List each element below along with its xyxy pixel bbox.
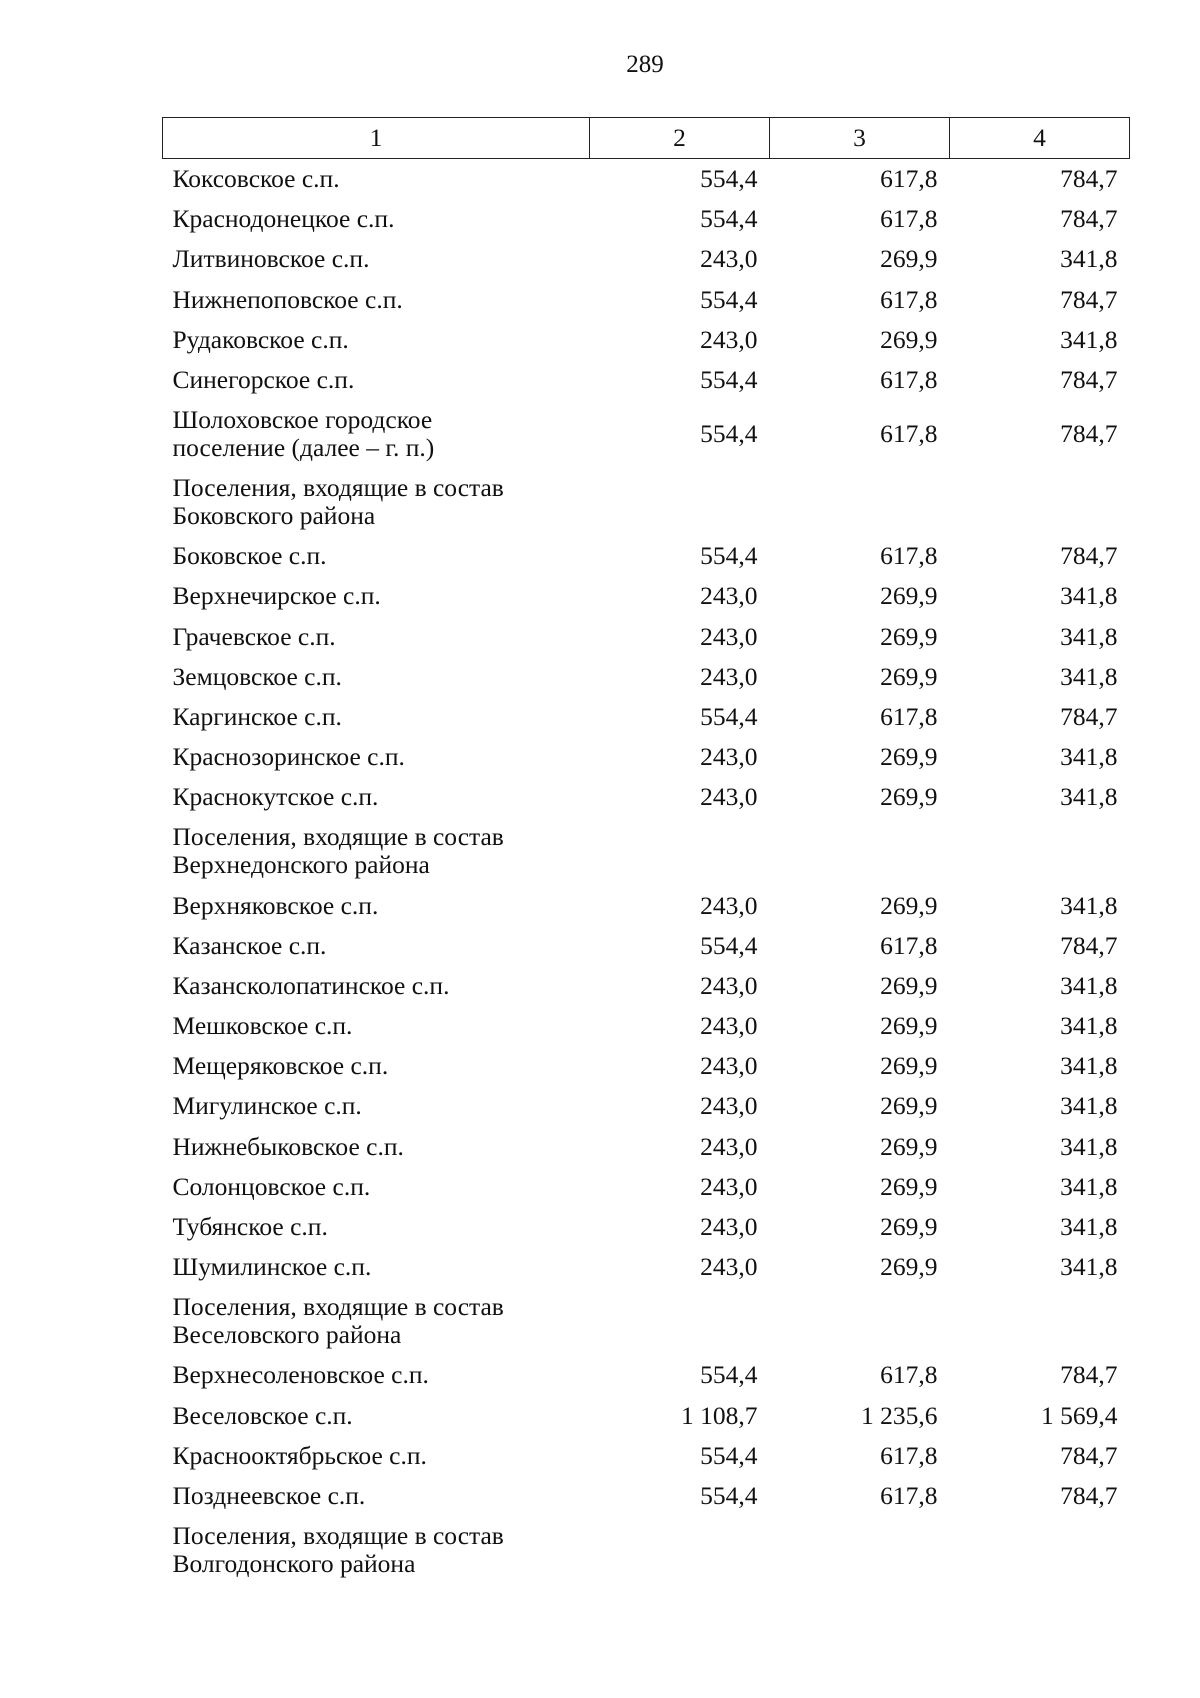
settlement-name-cell bbox=[163, 1287, 590, 1355]
value-cell-col-3: 269,9 bbox=[880, 742, 938, 772]
table-row bbox=[163, 1476, 1130, 1516]
value-cell-col-4: 784,7 bbox=[1060, 164, 1118, 194]
settlement-name-cell: Краснозоринское с.п. bbox=[172, 742, 405, 772]
value-cell-col-3: 617,8 bbox=[880, 284, 938, 314]
settlement-name-cell: Мигулинское с.п. bbox=[172, 1091, 362, 1121]
value-cell-col-4 bbox=[950, 1287, 1130, 1355]
value-cell-col-2: 554,4 bbox=[700, 1480, 758, 1510]
value-cell-col-4: 341,8 bbox=[1060, 1131, 1118, 1161]
table-row bbox=[163, 400, 1130, 468]
table-row bbox=[163, 536, 1130, 576]
value-cell-col-3: 617,8 bbox=[880, 419, 938, 449]
value-cell-col-4: 784,7 bbox=[1060, 204, 1118, 234]
value-cell-col-2: 554,4 bbox=[700, 204, 758, 234]
value-cell-col-3: 269,9 bbox=[880, 1252, 938, 1282]
tariff-table-container bbox=[162, 117, 1129, 1584]
table-row bbox=[163, 926, 1130, 966]
value-cell-col-4: 341,8 bbox=[1060, 1091, 1118, 1121]
settlement-name-cell: Краснокутское с.п. bbox=[172, 782, 379, 812]
settlement-name-cell: Солонцовское с.п. bbox=[172, 1171, 371, 1201]
value-cell-col-4: 784,7 bbox=[1060, 701, 1118, 731]
table-row bbox=[163, 657, 1130, 697]
table-row bbox=[163, 697, 1130, 737]
settlement-name-cell: Шумилинское с.п. bbox=[172, 1252, 372, 1282]
table-row bbox=[163, 576, 1130, 616]
table-row bbox=[163, 320, 1130, 360]
settlement-name-line: Веселовского района bbox=[172, 1320, 402, 1350]
settlement-name-line: Волгодонского района bbox=[172, 1549, 416, 1579]
value-cell-col-2: 243,0 bbox=[700, 1212, 758, 1242]
value-cell-col-2: 243,0 bbox=[700, 970, 758, 1000]
table-row bbox=[163, 966, 1130, 1006]
value-cell-col-3: 269,9 bbox=[880, 890, 938, 920]
table-row bbox=[163, 617, 1130, 657]
settlement-name-cell: Казансколопатинское с.п. bbox=[172, 970, 450, 1000]
value-cell-col-2: 243,0 bbox=[700, 1091, 758, 1121]
value-cell-col-2 bbox=[590, 1287, 770, 1355]
value-cell-col-2: 554,4 bbox=[700, 365, 758, 395]
value-cell-col-2: 554,4 bbox=[700, 701, 758, 731]
table-row bbox=[163, 1247, 1130, 1287]
value-cell-col-4 bbox=[950, 817, 1130, 885]
table-body bbox=[163, 159, 1130, 1585]
value-cell-col-3: 269,9 bbox=[880, 661, 938, 691]
settlement-name-cell: Коксовское с.п. bbox=[172, 164, 340, 194]
page-number: 289 bbox=[626, 51, 664, 78]
value-cell-col-4: 341,8 bbox=[1060, 581, 1118, 611]
value-cell-col-4: 341,8 bbox=[1060, 1051, 1118, 1081]
settlement-name-cell: Тубянское с.п. bbox=[172, 1212, 328, 1242]
table-row bbox=[163, 280, 1130, 320]
value-cell-col-2: 243,0 bbox=[700, 324, 758, 354]
settlement-name-cell: Верхнесоленовское с.п. bbox=[172, 1360, 429, 1390]
value-cell-col-2: 1 108,7 bbox=[681, 1400, 758, 1430]
value-cell-col-3: 617,8 bbox=[880, 701, 938, 731]
settlement-name-cell bbox=[163, 468, 590, 536]
value-cell-col-3: 269,9 bbox=[880, 621, 938, 651]
value-cell-col-3 bbox=[770, 817, 950, 885]
value-cell-col-3: 269,9 bbox=[880, 1011, 938, 1041]
settlement-name-cell: Каргинское с.п. bbox=[172, 701, 342, 731]
value-cell-col-4: 341,8 bbox=[1060, 1171, 1118, 1201]
value-cell-col-2: 554,4 bbox=[700, 1440, 758, 1470]
settlement-name-cell: Верхняковское с.п. bbox=[172, 890, 379, 920]
value-cell-col-4: 341,8 bbox=[1060, 970, 1118, 1000]
value-cell-col-2: 243,0 bbox=[700, 1131, 758, 1161]
value-cell-col-3: 617,8 bbox=[880, 365, 938, 395]
table-row bbox=[163, 1046, 1130, 1086]
value-cell-col-2: 243,0 bbox=[700, 1011, 758, 1041]
table-row bbox=[163, 1436, 1130, 1476]
value-cell-col-3 bbox=[770, 1516, 950, 1584]
table-row bbox=[163, 468, 1130, 536]
value-cell-col-2: 554,4 bbox=[700, 164, 758, 194]
header-row bbox=[163, 118, 1130, 159]
settlement-name-line: Боковского района bbox=[172, 501, 376, 531]
value-cell-col-3: 269,9 bbox=[880, 1212, 938, 1242]
value-cell-col-2 bbox=[590, 817, 770, 885]
table-row bbox=[163, 1355, 1130, 1395]
settlement-name-cell: Верхнечирское с.п. bbox=[172, 581, 381, 611]
value-cell-col-3: 269,9 bbox=[880, 970, 938, 1000]
value-cell-col-4: 341,8 bbox=[1060, 1212, 1118, 1242]
value-cell-col-4: 341,8 bbox=[1060, 324, 1118, 354]
settlement-name-cell: Позднеевское с.п. bbox=[172, 1480, 366, 1510]
settlement-name-cell: Синегорское с.п. bbox=[172, 365, 355, 395]
value-cell-col-3: 617,8 bbox=[880, 1360, 938, 1390]
value-cell-col-3: 617,8 bbox=[880, 204, 938, 234]
table-row bbox=[163, 1086, 1130, 1126]
settlement-name-cell: Нижнебыковское с.п. bbox=[172, 1131, 404, 1161]
settlement-name-cell bbox=[163, 1516, 590, 1584]
value-cell-col-3: 617,8 bbox=[880, 930, 938, 960]
tariff-table bbox=[162, 117, 1130, 1584]
table-row bbox=[163, 159, 1130, 200]
table-row bbox=[163, 777, 1130, 817]
value-cell-col-4: 784,7 bbox=[1060, 1440, 1118, 1470]
settlement-name-line: Шолоховское городское bbox=[172, 405, 433, 435]
value-cell-col-4: 784,7 bbox=[1060, 541, 1118, 571]
settlement-name-line: Поселения, входящие в состав bbox=[172, 1521, 504, 1551]
value-cell-col-4: 341,8 bbox=[1060, 661, 1118, 691]
value-cell-col-3: 617,8 bbox=[880, 1440, 938, 1470]
table-row bbox=[163, 199, 1130, 239]
table-row bbox=[163, 1127, 1130, 1167]
value-cell-col-4: 1 569,4 bbox=[1041, 1400, 1118, 1430]
value-cell-col-3: 269,9 bbox=[880, 782, 938, 812]
table-row bbox=[163, 1006, 1130, 1046]
value-cell-col-2: 243,0 bbox=[700, 581, 758, 611]
settlement-name-cell bbox=[163, 817, 590, 885]
value-cell-col-4: 784,7 bbox=[1060, 1480, 1118, 1510]
value-cell-col-4: 784,7 bbox=[1060, 930, 1118, 960]
value-cell-col-4: 341,8 bbox=[1060, 890, 1118, 920]
value-cell-col-3: 269,9 bbox=[880, 324, 938, 354]
value-cell-col-3: 269,9 bbox=[880, 581, 938, 611]
header-col-1: 1 bbox=[163, 118, 590, 159]
table-row bbox=[163, 885, 1130, 925]
value-cell-col-2 bbox=[590, 468, 770, 536]
value-cell-col-3: 269,9 bbox=[880, 244, 938, 274]
table-row bbox=[163, 1516, 1130, 1584]
value-cell-col-2: 554,4 bbox=[700, 1360, 758, 1390]
settlement-name-line: Поселения, входящие в состав bbox=[172, 473, 504, 503]
value-cell-col-3: 617,8 bbox=[880, 541, 938, 571]
header-col-2: 2 bbox=[590, 118, 770, 159]
value-cell-col-3 bbox=[770, 468, 950, 536]
settlement-name-cell: Грачевское с.п. bbox=[172, 621, 336, 651]
settlement-name-cell: Казанское с.п. bbox=[172, 930, 327, 960]
value-cell-col-2: 554,4 bbox=[700, 419, 758, 449]
value-cell-col-2: 243,0 bbox=[700, 661, 758, 691]
value-cell-col-4: 784,7 bbox=[1060, 284, 1118, 314]
settlement-name-line: Поселения, входящие в состав bbox=[172, 1292, 504, 1322]
value-cell-col-2: 243,0 bbox=[700, 1051, 758, 1081]
settlement-name-line: поселение (далее – г. п.) bbox=[172, 433, 435, 463]
value-cell-col-2: 554,4 bbox=[700, 541, 758, 571]
value-cell-col-3: 1 235,6 bbox=[861, 1400, 938, 1430]
table-row bbox=[163, 1396, 1130, 1436]
value-cell-col-4: 784,7 bbox=[1060, 1360, 1118, 1390]
settlement-name-line: Верхнедонского района bbox=[172, 850, 430, 880]
table-row bbox=[163, 737, 1130, 777]
value-cell-col-4: 341,8 bbox=[1060, 244, 1118, 274]
settlement-name-cell: Мещеряковское с.п. bbox=[172, 1051, 389, 1081]
settlement-name-cell: Краснодонецкое с.п. bbox=[172, 204, 395, 234]
header-col-3: 3 bbox=[770, 118, 950, 159]
value-cell-col-4 bbox=[950, 468, 1130, 536]
settlement-name-cell: Боковское с.п. bbox=[172, 541, 327, 571]
value-cell-col-2: 243,0 bbox=[700, 1171, 758, 1201]
value-cell-col-4: 341,8 bbox=[1060, 1011, 1118, 1041]
value-cell-col-2 bbox=[590, 1516, 770, 1584]
value-cell-col-4: 341,8 bbox=[1060, 742, 1118, 772]
value-cell-col-2: 243,0 bbox=[700, 244, 758, 274]
settlement-name-cell: Веселовское с.п. bbox=[172, 1400, 353, 1430]
table-row bbox=[163, 360, 1130, 400]
value-cell-col-2: 243,0 bbox=[700, 1252, 758, 1282]
table-header bbox=[163, 118, 1130, 159]
settlement-name-cell bbox=[163, 400, 590, 468]
value-cell-col-2: 243,0 bbox=[700, 742, 758, 772]
value-cell-col-3: 617,8 bbox=[880, 164, 938, 194]
value-cell-col-3: 269,9 bbox=[880, 1131, 938, 1161]
table-row bbox=[163, 1207, 1130, 1247]
settlement-name-cell: Краснооктябрьское с.п. bbox=[172, 1440, 427, 1470]
value-cell-col-4: 784,7 bbox=[1060, 419, 1118, 449]
value-cell-col-4: 341,8 bbox=[1060, 1252, 1118, 1282]
table-row bbox=[163, 1167, 1130, 1207]
value-cell-col-2: 554,4 bbox=[700, 284, 758, 314]
value-cell-col-3: 269,9 bbox=[880, 1051, 938, 1081]
table-row bbox=[163, 817, 1130, 885]
value-cell-col-2: 243,0 bbox=[700, 621, 758, 651]
value-cell-col-2: 554,4 bbox=[700, 930, 758, 960]
value-cell-col-3: 269,9 bbox=[880, 1091, 938, 1121]
settlement-name-cell: Земцовское с.п. bbox=[172, 661, 342, 691]
settlement-name-cell: Мешковское с.п. bbox=[172, 1011, 353, 1041]
table-row bbox=[163, 239, 1130, 279]
value-cell-col-4: 784,7 bbox=[1060, 365, 1118, 395]
value-cell-col-2: 243,0 bbox=[700, 782, 758, 812]
value-cell-col-3: 617,8 bbox=[880, 1480, 938, 1510]
value-cell-col-3 bbox=[770, 1287, 950, 1355]
settlement-name-cell: Нижнепоповское с.п. bbox=[172, 284, 403, 314]
value-cell-col-4: 341,8 bbox=[1060, 621, 1118, 651]
header-col-4: 4 bbox=[950, 118, 1130, 159]
value-cell-col-3: 269,9 bbox=[880, 1171, 938, 1201]
value-cell-col-4: 341,8 bbox=[1060, 782, 1118, 812]
settlement-name-cell: Литвиновское с.п. bbox=[172, 244, 370, 274]
table-row bbox=[163, 1287, 1130, 1355]
value-cell-col-4 bbox=[950, 1516, 1130, 1584]
settlement-name-cell: Рудаковское с.п. bbox=[172, 324, 349, 354]
value-cell-col-2: 243,0 bbox=[700, 890, 758, 920]
settlement-name-line: Поселения, входящие в состав bbox=[172, 822, 504, 852]
